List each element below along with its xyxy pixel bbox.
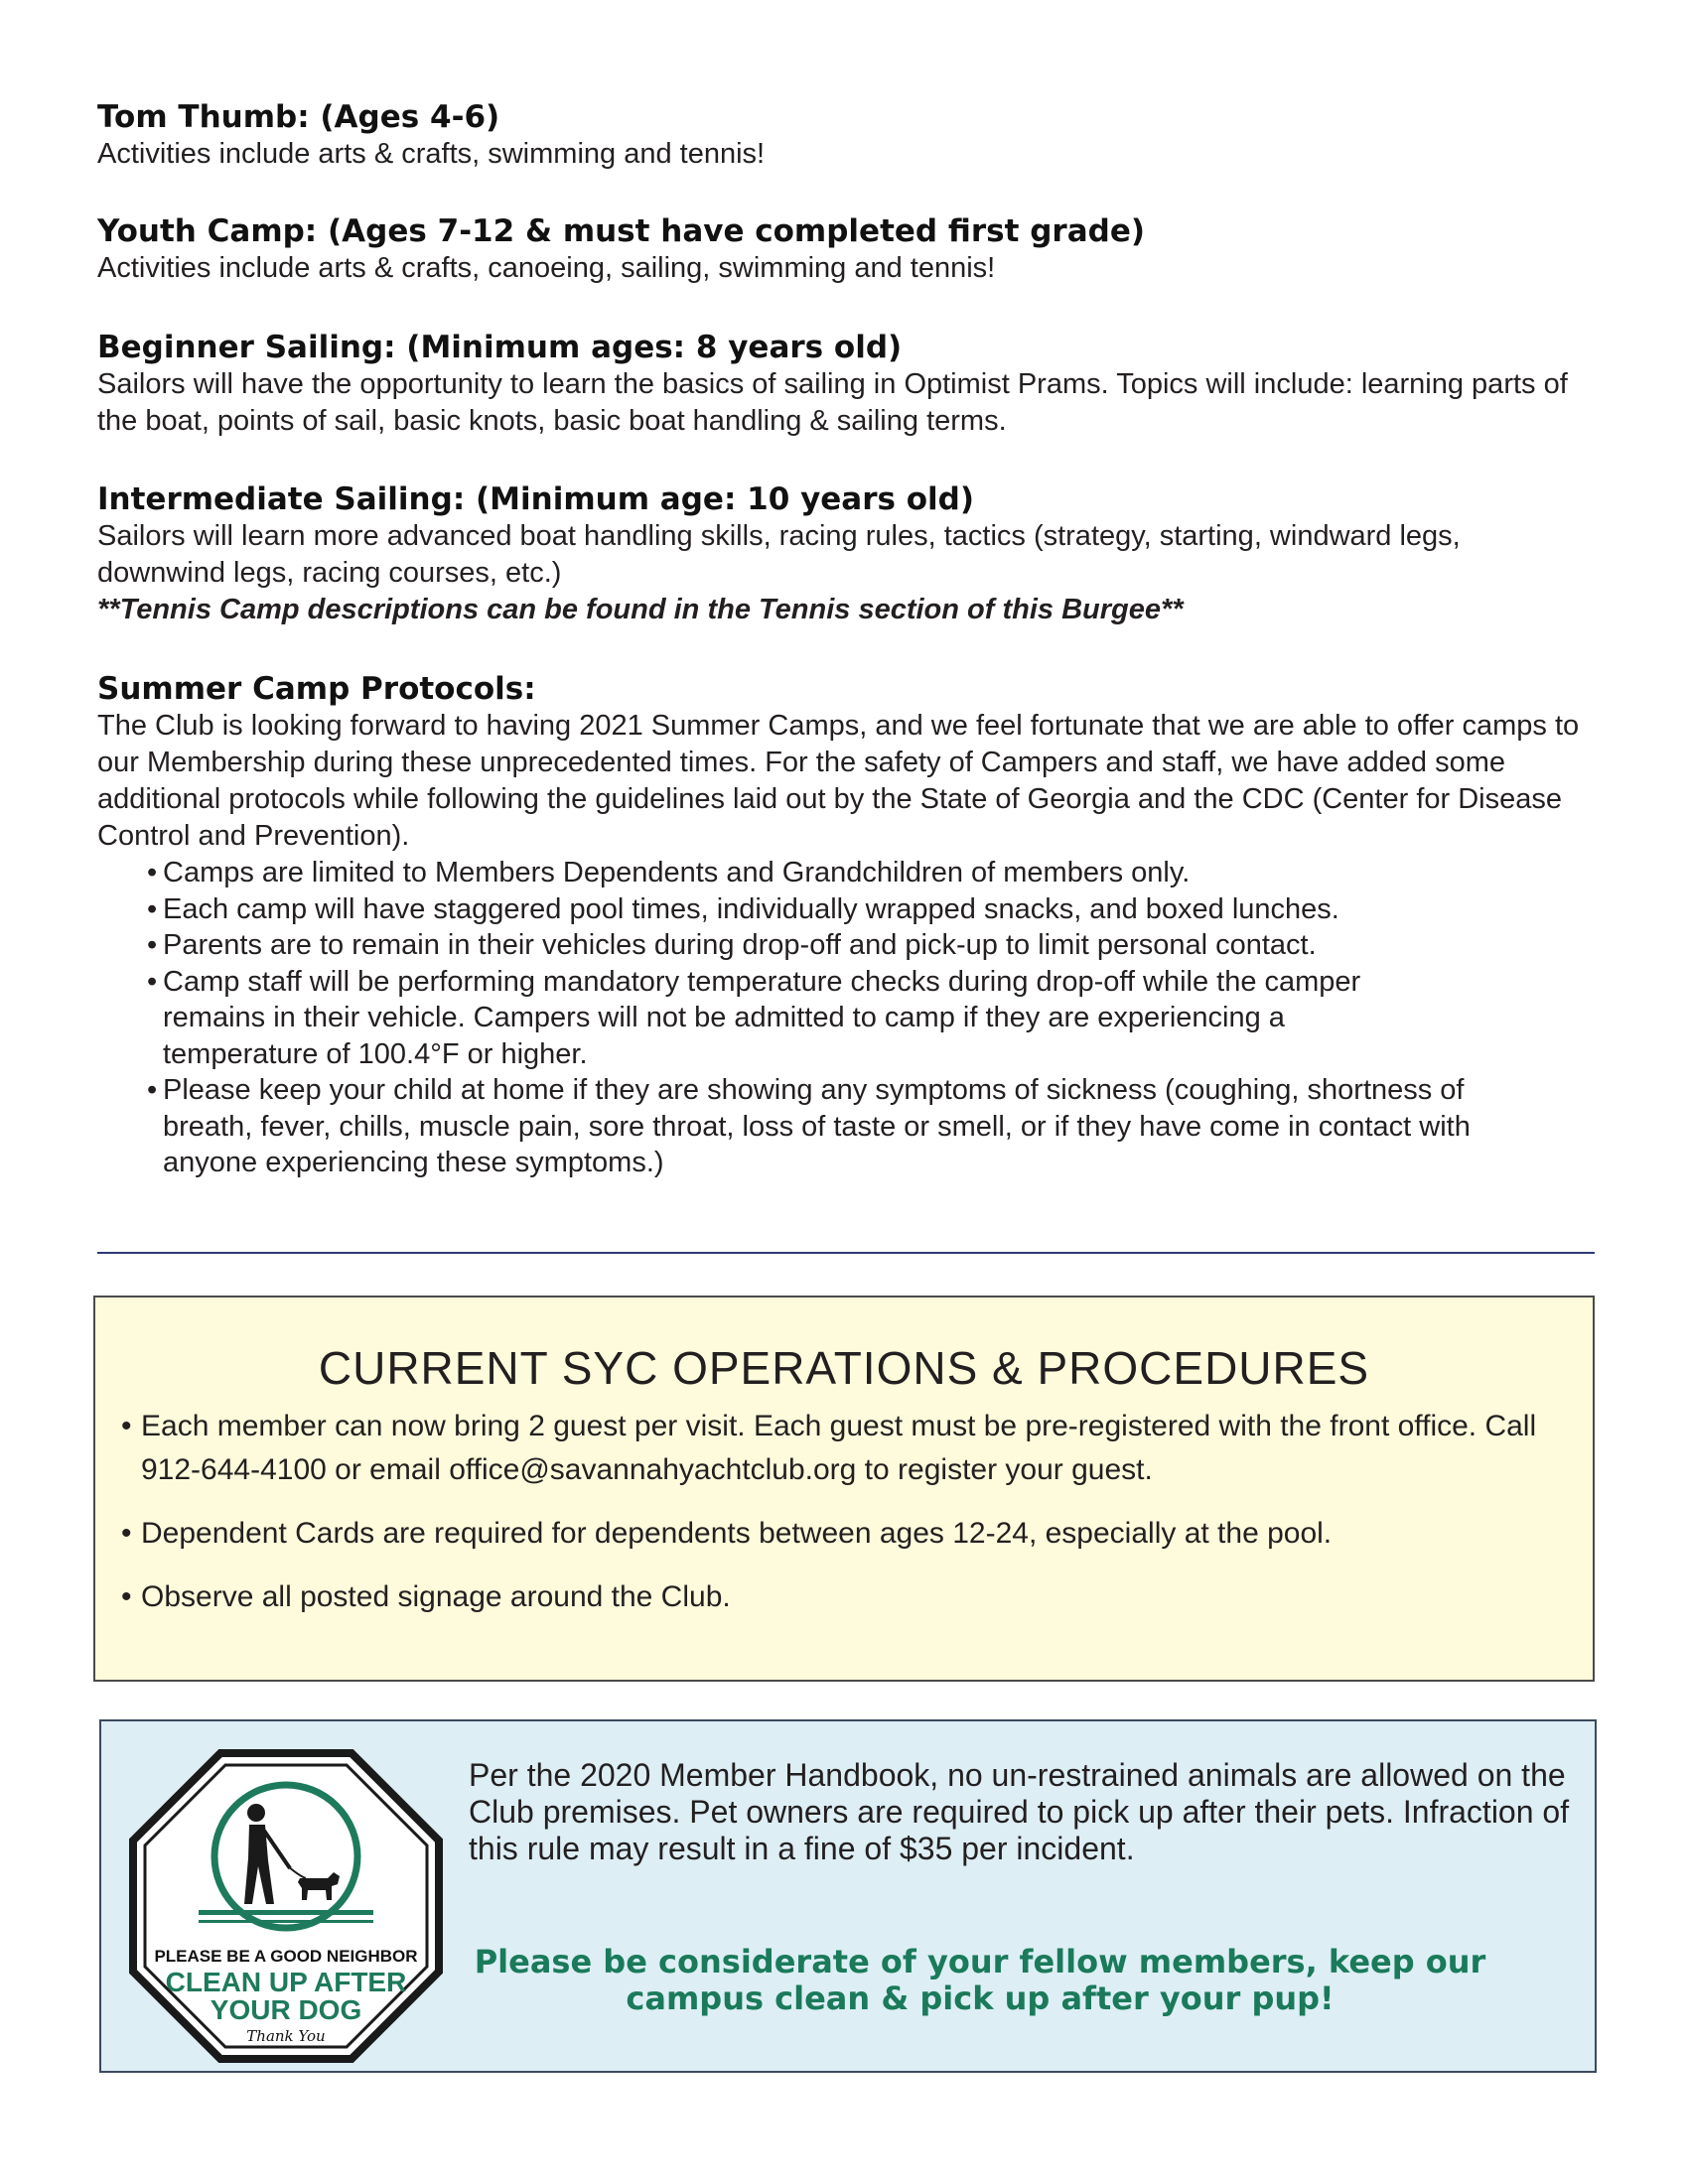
sign-line-1: PLEASE BE A GOOD NEIGHBOR: [154, 1947, 418, 1966]
sign-line-2: CLEAN UP AFTER: [165, 1967, 407, 1997]
bullet-glyph: •: [121, 1410, 132, 1442]
pet-policy-box: [99, 1719, 1597, 2073]
bullet-glyph: •: [147, 1074, 158, 1106]
camp-section-youth-camp: [97, 213, 1607, 287]
camp-description: Sailors will learn more advanced boat handling skills, racing rules, tactics (strategy, starting, windward legs, downwind legs, racing courses, etc.): [97, 520, 1461, 589]
pet-policy-text: Per the 2020 Member Handbook, no un-restrained animals are allowed on the Club premises. Pet owners are required to pick up after their pets. Infraction of this rule may result in a fine of $35 per incident.: [469, 1757, 1570, 1866]
list-item: • Each camp will have staggered pool times, individually wrapped snacks, and boxed lunches.: [135, 891, 1565, 928]
operations-list: [121, 1405, 1581, 1639]
section-divider: [97, 1252, 1595, 1254]
protocols-title: Summer Camp Protocols:: [97, 671, 536, 707]
camp-description: Sailors will have the opportunity to learn the basics of sailing in Optimist Prams. Topics will include: learning parts of the boat, points of sail, basic knots, basic boat handling & sailing terms.: [97, 368, 1568, 437]
camp-title: Tom Thumb: (Ages 4-6): [97, 99, 500, 135]
camp-description: Activities include arts & crafts, swimming and tennis!: [97, 138, 766, 170]
list-item: • Dependent Cards are required for dependents between ages 12-24, especially at the pool.: [121, 1512, 1581, 1556]
sign-line-4: Thank You: [246, 2027, 326, 2045]
list-item: • Camp staff will be performing mandatory temperature checks during drop-off while the camper remains in their vehicle. Campers will not be admitted to camp if they are experiencing a temperature of 100.4°F or higher.: [147, 965, 1361, 1070]
tennis-camp-note: **Tennis Camp descriptions can be found in the Tennis section of this Burgee**: [97, 594, 1184, 625]
operations-box: [93, 1296, 1595, 1682]
list-item: • Please keep your child at home if they are showing any symptoms of sickness (coughing, shortness of breath, fever, chills, muscle pain, sore throat, loss of taste or smell, or if they have come in contact with anyone experiencing these symptoms.): [147, 1074, 1471, 1178]
camp-description: Activities include arts & crafts, canoeing, sailing, swimming and tennis!: [97, 252, 996, 284]
bullet-glyph: •: [121, 1517, 132, 1550]
camp-section-tom-thumb: [97, 99, 1607, 173]
camp-section-beginner-sailing: [97, 330, 1607, 440]
list-item: • Parents are to remain in their vehicles during drop-off and pick-up to limit personal contact.: [135, 927, 1565, 964]
bullet-glyph: •: [147, 857, 158, 888]
bullet-glyph: •: [147, 929, 158, 961]
sign-line-3: YOUR DOG: [210, 1994, 362, 2025]
bullet-glyph: •: [121, 1580, 132, 1613]
clean-up-after-dog-sign-icon: [129, 1749, 443, 2063]
bullet-glyph: •: [147, 965, 158, 998]
summer-camp-protocols: [97, 671, 1607, 1181]
bullet-glyph: •: [147, 892, 158, 925]
camp-title: Intermediate Sailing: (Minimum age: 10 years old): [97, 481, 975, 517]
camp-title: Beginner Sailing: (Minimum ages: 8 years old): [97, 330, 903, 365]
list-item: • Each member can now bring 2 guest per visit. Each guest must be pre-registered with the front office. Call 912-644-4100 or email office@savannahyachtclub.org to register your guest.: [121, 1405, 1581, 1492]
list-item: • Observe all posted signage around the Club.: [121, 1575, 1581, 1619]
list-item: • Camps are limited to Members Dependents and Grandchildren of members only.: [135, 855, 1565, 891]
operations-title: CURRENT SYC OPERATIONS & PROCEDURES: [318, 1342, 1370, 1394]
protocols-list: [97, 855, 1565, 1181]
protocols-intro: The Club is looking forward to having 2021 Summer Camps, and we feel fortunate that we are able to offer camps to our Membership during these unprecedented times. For the safety of Campers and staff, we have added some additional protocols while following the guidelines laid out by the State of Georgia and the CDC (Center for Disease Control and Prevention).: [97, 710, 1580, 852]
camp-section-intermediate-sailing: [97, 481, 1607, 628]
pet-policy-callout: Please be considerate of your fellow members, keep our campus clean & pick up after your pup!: [474, 1943, 1486, 2017]
camp-title: Youth Camp: (Ages 7-12 & must have completed first grade): [97, 213, 1146, 249]
